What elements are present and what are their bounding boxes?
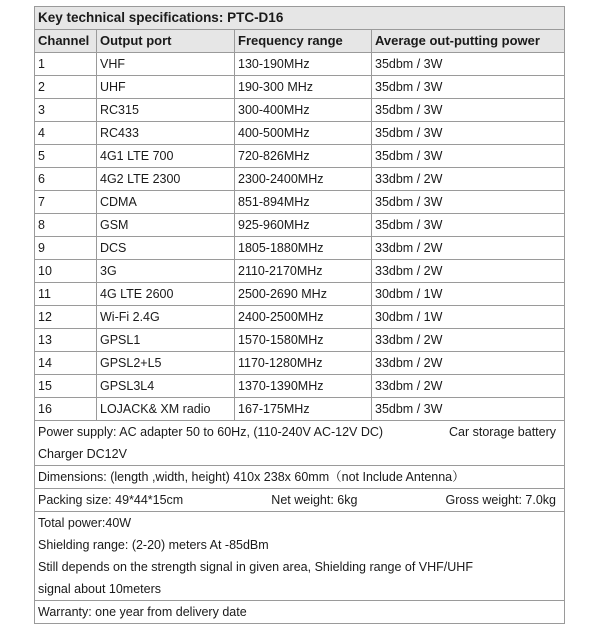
channel-cell: 16 — [35, 398, 97, 421]
power-cell: 35dbm / 3W — [372, 99, 565, 122]
packing-cell — [35, 489, 565, 512]
table-row — [35, 260, 565, 283]
header-channel: Channel — [35, 30, 97, 53]
channel-cell: 11 — [35, 283, 97, 306]
table-row — [35, 53, 565, 76]
output-port-cell: 4G LTE 2600 — [97, 283, 235, 306]
power-cell: 33dbm / 2W — [372, 329, 565, 352]
packing-row — [35, 489, 565, 512]
gross-weight-text: Gross weight: 7.0kg — [445, 493, 556, 507]
channel-cell: 15 — [35, 375, 97, 398]
net-weight-text: Net weight: 6kg — [271, 493, 358, 507]
warranty-cell: Warranty: one year from delivery date — [35, 601, 565, 624]
title-row — [35, 7, 565, 30]
power-cell: 30dbm / 1W — [372, 283, 565, 306]
power-cell: 35dbm / 3W — [372, 191, 565, 214]
table-row — [35, 306, 565, 329]
frequency-cell: 400-500MHz — [235, 122, 372, 145]
table-row — [35, 329, 565, 352]
dimensions-cell: Dimensions: (length ,width, height) 410x 238x 60mm（not Include Antenna） — [35, 466, 565, 489]
channel-cell: 3 — [35, 99, 97, 122]
frequency-cell: 2300-2400MHz — [235, 168, 372, 191]
shielding-note-line1: Still depends on the strength signal in given area, Shielding range of VHF/UHF — [38, 560, 473, 574]
spec-table — [34, 6, 565, 624]
table-title: Key technical specifications: PTC-D16 — [35, 7, 565, 30]
output-port-cell: RC433 — [97, 122, 235, 145]
output-port-cell: RC315 — [97, 99, 235, 122]
table-row — [35, 99, 565, 122]
power-cell: 30dbm / 1W — [372, 306, 565, 329]
output-port-cell: DCS — [97, 237, 235, 260]
power-cell: 35dbm / 3W — [372, 214, 565, 237]
total-power-text: Total power:40W — [38, 516, 132, 530]
frequency-cell: 190-300 MHz — [235, 76, 372, 99]
power-supply-row — [35, 421, 565, 466]
header-output-port: Output port — [97, 30, 235, 53]
power-cell: 33dbm / 2W — [372, 237, 565, 260]
table-row — [35, 191, 565, 214]
output-port-cell: 3G — [97, 260, 235, 283]
frequency-cell: 720-826MHz — [235, 145, 372, 168]
frequency-cell: 167-175MHz — [235, 398, 372, 421]
frequency-cell: 130-190MHz — [235, 53, 372, 76]
frequency-cell: 2400-2500MHz — [235, 306, 372, 329]
power-cell: 33dbm / 2W — [372, 260, 565, 283]
table-row — [35, 145, 565, 168]
channel-cell: 2 — [35, 76, 97, 99]
frequency-cell: 925-960MHz — [235, 214, 372, 237]
power-supply-cell — [35, 421, 565, 466]
table-row — [35, 283, 565, 306]
total-power-row — [35, 512, 565, 601]
channel-cell: 7 — [35, 191, 97, 214]
output-port-cell: GPSL3L4 — [97, 375, 235, 398]
channel-cell: 12 — [35, 306, 97, 329]
output-port-cell: VHF — [97, 53, 235, 76]
warranty-row — [35, 601, 565, 624]
table-row — [35, 122, 565, 145]
charger-text: Charger DC12V — [38, 447, 127, 461]
output-port-cell: GPSL1 — [97, 329, 235, 352]
channel-cell: 5 — [35, 145, 97, 168]
table-row — [35, 76, 565, 99]
output-port-cell: UHF — [97, 76, 235, 99]
output-port-cell: Wi-Fi 2.4G — [97, 306, 235, 329]
power-cell: 35dbm / 3W — [372, 398, 565, 421]
frequency-cell: 2110-2170MHz — [235, 260, 372, 283]
power-cell: 33dbm / 2W — [372, 352, 565, 375]
car-battery-text: Car storage battery — [449, 425, 557, 439]
channel-cell: 13 — [35, 329, 97, 352]
channel-cell: 8 — [35, 214, 97, 237]
table-row — [35, 375, 565, 398]
frequency-cell: 1805-1880MHz — [235, 237, 372, 260]
header-frequency-range: Frequency range — [235, 30, 372, 53]
dimensions-row — [35, 466, 565, 489]
shielding-range-text: Shielding range: (2-20) meters At -85dBm — [38, 538, 269, 552]
power-cell: 35dbm / 3W — [372, 122, 565, 145]
channel-cell: 14 — [35, 352, 97, 375]
output-port-cell: GPSL2+L5 — [97, 352, 235, 375]
channel-cell: 10 — [35, 260, 97, 283]
channel-cell: 6 — [35, 168, 97, 191]
table-row — [35, 398, 565, 421]
table-row — [35, 168, 565, 191]
frequency-cell: 300-400MHz — [235, 99, 372, 122]
output-port-cell: GSM — [97, 214, 235, 237]
power-cell: 35dbm / 3W — [372, 76, 565, 99]
output-port-cell: CDMA — [97, 191, 235, 214]
channel-cell: 4 — [35, 122, 97, 145]
header-average-power: Average out-putting power — [372, 30, 565, 53]
output-port-cell: 4G2 LTE 2300 — [97, 168, 235, 191]
power-cell: 35dbm / 3W — [372, 145, 565, 168]
header-row — [35, 30, 565, 53]
table-row — [35, 237, 565, 260]
frequency-cell: 1570-1580MHz — [235, 329, 372, 352]
channel-cell: 1 — [35, 53, 97, 76]
spec-sheet — [34, 6, 564, 624]
table-row — [35, 214, 565, 237]
table-row — [35, 352, 565, 375]
power-cell: 35dbm / 3W — [372, 53, 565, 76]
channel-cell: 9 — [35, 237, 97, 260]
packing-size-text: Packing size: 49*44*15cm — [38, 493, 184, 507]
frequency-cell: 1170-1280MHz — [235, 352, 372, 375]
power-cell: 33dbm / 2W — [372, 375, 565, 398]
frequency-cell: 1370-1390MHz — [235, 375, 372, 398]
frequency-cell: 851-894MHz — [235, 191, 372, 214]
shielding-note-line2: signal about 10meters — [38, 582, 161, 596]
total-power-cell — [35, 512, 565, 601]
power-cell: 33dbm / 2W — [372, 168, 565, 191]
power-supply-text: Power supply: AC adapter 50 to 60Hz, (110-240V AC-12V DC) — [38, 425, 384, 439]
output-port-cell: 4G1 LTE 700 — [97, 145, 235, 168]
output-port-cell: LOJACK& XM radio — [97, 398, 235, 421]
frequency-cell: 2500-2690 MHz — [235, 283, 372, 306]
